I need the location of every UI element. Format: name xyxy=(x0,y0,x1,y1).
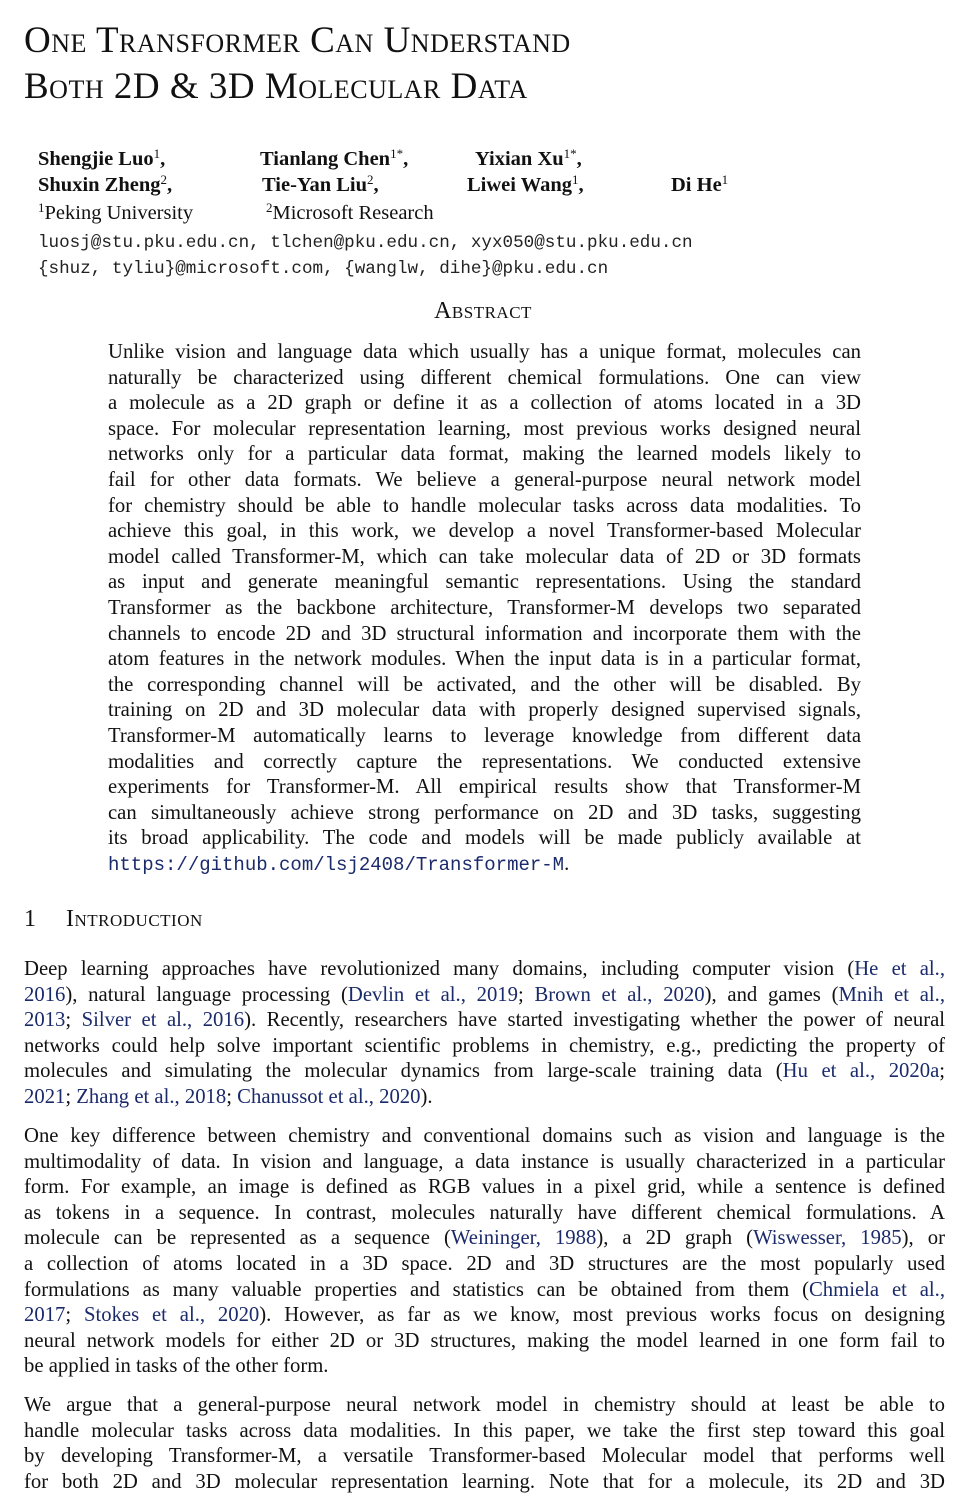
abstract-line: for chemistry should be able to handle molecular tasks across data modalities. To xyxy=(108,494,861,517)
paragraph-text: ; xyxy=(65,1009,82,1032)
author: Tianlang Chen$^{1*}$, xyxy=(260,146,409,170)
paragraph-line xyxy=(24,1226,945,1252)
abstract-line: its broad applicability. The code and models will be made publicly available at xyxy=(108,827,861,850)
author-emails xyxy=(38,230,693,282)
paragraph-text: networks could help solve important scientific problems in chemistry, e.g., predicting the property of xyxy=(24,1034,945,1057)
code-repository-link[interactable]: https://github.com/lsj2408/Transformer-M xyxy=(108,853,565,876)
paragraph-line xyxy=(24,1329,945,1355)
abstract-link-line: https://github.com/lsj2408/Transformer-M. xyxy=(108,852,570,876)
paragraph-text: ; xyxy=(65,1304,84,1327)
author: Tie-Yan Liu$^2$, xyxy=(262,172,379,196)
paragraph-text: multimodality of data. In vision and language, a data instance is usually characterized in a particular xyxy=(24,1150,945,1173)
title-line-1: One Transformer Can Understand xyxy=(24,20,571,61)
paragraph-text: One key difference between chemistry and conventional domains such as vision and language is the xyxy=(24,1125,945,1147)
abstract-body xyxy=(108,340,861,877)
paragraph-line xyxy=(24,1393,945,1419)
citation-link[interactable]: Wiswesser, 1985 xyxy=(753,1227,902,1250)
abstract-line: fail for other data formats. We believe a general-purpose neural network model xyxy=(108,468,861,491)
paragraph-text: ), a 2D graph ( xyxy=(596,1227,754,1250)
abstract-line: model called Transformer-M, which can take molecular data of 2D or 3D formats xyxy=(108,545,861,568)
author: Shengjie Luo$^1$, xyxy=(38,146,166,170)
intro-paragraph-2 xyxy=(24,1124,945,1380)
paragraph-line xyxy=(24,1444,945,1470)
paragraph-text: ). However, as far as we know, most previous works focus on designing xyxy=(259,1304,946,1327)
abstract-line: training on 2D and 3D molecular data with properly designed supervised signals, xyxy=(108,699,861,722)
paragraph-text: be applied in tasks of the other form. xyxy=(24,1355,329,1378)
paragraph-text: neural network models for either 2D or 3D structures, making the model learned in one form fail to xyxy=(24,1329,945,1352)
citation-link[interactable]: Weininger, 1988 xyxy=(450,1227,597,1250)
paragraph-text: formulations as many valuable properties and statistics can be obtained from them ( xyxy=(24,1278,809,1301)
paragraph-text: molecules and simulating the molecular dynamics from large-scale training data ( xyxy=(24,1060,783,1083)
abstract-line: as input and generate meaningful semantic representations. Using the standard xyxy=(108,571,861,594)
abstract-line: the corresponding channel will be activated, and the other will be disabled. By xyxy=(108,673,861,696)
citation-link[interactable]: 2013 xyxy=(24,1009,66,1032)
title-line-2: Both 2D & 3D Molecular Data xyxy=(24,66,528,107)
paragraph-line xyxy=(24,1124,945,1150)
paragraph-text: ; xyxy=(939,1060,946,1083)
paragraph-line xyxy=(24,957,945,983)
paragraph-text: a collection of atoms located in a 3D space. 2D and 3D structures are the most popularly used xyxy=(24,1252,945,1275)
paragraph-text: ; xyxy=(65,1085,77,1108)
affiliation: $^2$Microsoft Research xyxy=(266,200,434,224)
paragraph-line xyxy=(24,1059,945,1085)
citation-link[interactable]: Brown et al., 2020 xyxy=(534,983,705,1006)
section-heading-introduction xyxy=(24,906,203,933)
paragraph-line xyxy=(24,1354,945,1380)
abstract-line: achieve this goal, in this work, we develop a novel Transformer-based Molecular xyxy=(108,520,861,543)
intro-paragraph-1 xyxy=(24,957,945,1111)
abstract-lines xyxy=(108,340,861,852)
section-number: 1 xyxy=(24,906,36,932)
citation-link[interactable]: Chanussot et al., 2020 xyxy=(237,1085,421,1108)
paper-title xyxy=(24,18,571,110)
abstract-line: experiments for Transformer-M. All empirical results show that Transformer-M xyxy=(108,776,861,799)
abstract-line: Unlike vision and language data which usually has a unique format, molecules can xyxy=(108,341,861,363)
abstract-line: a molecule as a 2D graph or define it as a collection of atoms located in a 3D xyxy=(108,392,861,415)
abstract-line: modalities and correctly capture the representations. We conducted extensive xyxy=(108,750,861,773)
citation-link[interactable]: Devlin et al., 2019 xyxy=(347,983,518,1006)
abstract-line: can simultaneously achieve strong performance on 2D and 3D tasks, suggesting xyxy=(108,801,861,824)
citation-link[interactable]: Zhang et al., 2018 xyxy=(76,1085,227,1108)
abstract-line: Transformer-M automatically learns to leverage knowledge from different data xyxy=(108,724,861,747)
citation-link[interactable]: Stokes et al., 2020 xyxy=(83,1304,260,1327)
email-line: {shuz, tyliu}@microsoft.com, {wanglw, dihe}@pku.edu.cn xyxy=(38,259,609,279)
abstract-line: Transformer as the backbone architecture, Transformer-M develops two separated xyxy=(108,596,861,619)
paragraph-line xyxy=(24,983,945,1009)
email-line: luosj@stu.pku.edu.cn, tlchen@pku.edu.cn, xyx050@stu.pku.edu.cn xyxy=(38,233,693,253)
paragraph-line xyxy=(24,1470,945,1496)
abstract-line: channels to encode 2D and 3D structural information and incorporate them with the xyxy=(108,622,861,645)
paragraph-line xyxy=(24,1201,945,1227)
author: Yixian $Xu^{1*}$, xyxy=(475,146,582,170)
abstract-line: networks only for a particular data format, making the learned models likely to xyxy=(108,443,861,466)
citation-link[interactable]: 2017 xyxy=(24,1304,66,1327)
abstract-line: atom features in the network modules. When the input data is in a particular format, xyxy=(108,648,861,671)
citation-link[interactable]: Hu et al., 2020a xyxy=(782,1060,940,1083)
paragraph-text: ), natural language processing ( xyxy=(65,983,348,1006)
citation-link[interactable]: Mnih et al., xyxy=(838,983,945,1006)
paragraph-text: as tokens in a sequence. In contrast, molecules naturally have different chemical formulations. A xyxy=(24,1201,945,1224)
paragraph-text: ), or xyxy=(901,1227,945,1250)
abstract-heading: Abstract xyxy=(434,298,532,324)
paragraph-text: ; xyxy=(517,983,535,1006)
author: Shuxin Zheng$^2$, xyxy=(38,172,173,196)
paragraph-line xyxy=(24,1175,945,1201)
citation-link[interactable]: Silver et al., 2016 xyxy=(81,1009,245,1032)
paragraph-text: ). Recently, researchers have started investigating whether the power of neural xyxy=(244,1009,946,1032)
author: Liwei Wang$^1$, xyxy=(467,172,584,196)
citation-link[interactable]: 2021 xyxy=(24,1085,66,1108)
paragraph-line xyxy=(24,1008,945,1034)
author: Di He$^1$ xyxy=(671,172,729,196)
paragraph-line xyxy=(24,1303,945,1329)
intro-paragraph-3 xyxy=(24,1393,945,1495)
paragraph-text: molecule can be represented as a sequence ( xyxy=(24,1227,451,1250)
affiliation: $^1$Peking University xyxy=(38,200,194,224)
paragraph-text: for both 2D and 3D molecular representation learning. Note that for a molecule, its 2D and 3D xyxy=(24,1470,945,1493)
paragraph-text: by developing Transformer-M, a versatile Transformer-based Molecular model that performs well xyxy=(24,1445,945,1468)
paragraph-line xyxy=(24,1034,945,1060)
paragraph-line xyxy=(24,1150,945,1176)
paragraph-text: handle molecular tasks across data modalities. In this paper, we take the first step toward this goal xyxy=(24,1419,945,1442)
paragraph-line xyxy=(24,1085,945,1111)
section-title: Introduction xyxy=(66,906,203,932)
paragraph-text: Deep learning approaches have revolutionized many domains, including computer vision ( xyxy=(24,958,855,980)
citation-link[interactable]: He et al., xyxy=(854,958,946,980)
paragraph-text: ), and games ( xyxy=(704,983,839,1006)
paragraph-text: We argue that a general-purpose neural network model in chemistry should at least be able to xyxy=(24,1394,945,1416)
paragraph-text: ; xyxy=(226,1085,238,1108)
paragraph-text: form. For example, an image is defined as RGB values in a pixel grid, while a sentence is defined xyxy=(24,1176,945,1199)
paragraph-line xyxy=(24,1278,945,1304)
paragraph-line xyxy=(24,1252,945,1278)
abstract-line: naturally be characterized using different chemical formulations. One can view xyxy=(108,366,861,389)
citation-link[interactable]: 2016 xyxy=(24,983,66,1006)
paragraph-line xyxy=(24,1419,945,1445)
paragraph-text: ). xyxy=(420,1085,433,1108)
abstract-line: space. For molecular representation learning, most previous works designed neural xyxy=(108,417,861,440)
citation-link[interactable]: Chmiela et al., xyxy=(809,1278,945,1301)
